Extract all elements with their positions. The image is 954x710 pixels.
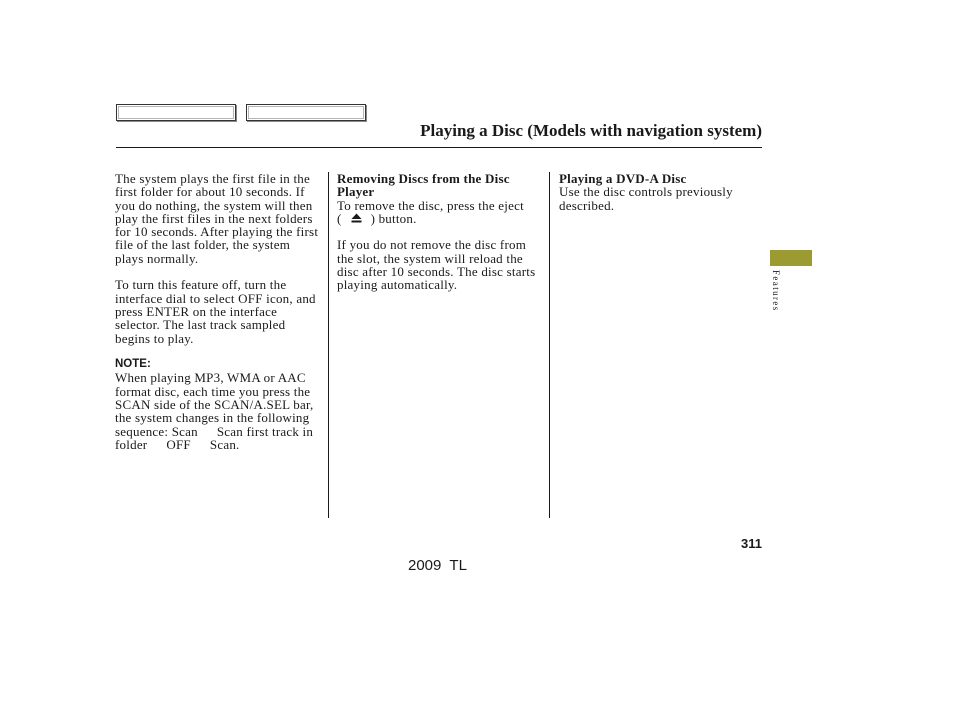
sequence-step-scan: sequence: Scan (115, 423, 198, 439)
text-line: the slot, the system will reload the (337, 250, 523, 266)
intro-paragraph (115, 172, 327, 265)
section-heading: Player (337, 184, 375, 200)
sequence-step-folder: folder (115, 436, 148, 452)
text-line: play the first files in the next folders (115, 210, 313, 226)
text-line: you do nothing, the system will then (115, 197, 313, 213)
column-3 (559, 172, 764, 212)
text-line: for 10 seconds. After playing the first (115, 224, 319, 240)
text-line: SCAN side of the SCAN/A.SEL bar, (115, 397, 314, 413)
text-line: To remove the disc, press the eject (337, 197, 524, 213)
text-line: To turn this feature off, turn the (115, 277, 287, 293)
eject-paren-open: ( (337, 210, 342, 226)
text-line: The system plays the first file in the (115, 171, 311, 186)
eject-button-text: ) button. (370, 210, 417, 226)
note-block (115, 358, 327, 451)
text-line: format disc, each time you press the (115, 383, 311, 399)
nav-box-left[interactable] (116, 104, 236, 121)
text-line: begins to play. (115, 330, 194, 346)
section-tab-label: Features (771, 270, 781, 312)
section-heading: Playing a DVD-A Disc (559, 171, 687, 186)
text-line: selector. The last track sampled (115, 317, 286, 333)
text-line: described. (559, 197, 615, 213)
eject-line (337, 212, 547, 225)
sequence-step-off: OFF (166, 436, 191, 452)
sequence-line (115, 425, 327, 438)
eject-icon (351, 213, 362, 224)
text-line: If you do not remove the disc from (337, 237, 527, 253)
text-line: interface dial to select OFF icon, and (115, 290, 316, 306)
text-line: file of the last folder, the system (115, 237, 291, 253)
column-1 (115, 172, 327, 465)
text-line: the system changes in the following (115, 410, 310, 426)
sequence-step-scan-end: Scan. (209, 436, 240, 452)
text-line: playing automatically. (337, 277, 458, 293)
text-line: press ENTER on the interface (115, 303, 278, 319)
column-divider-1 (328, 172, 329, 518)
section-heading: Removing Discs from the Disc (337, 171, 510, 186)
folder-line (115, 438, 327, 451)
text-line: disc after 10 seconds. The disc starts (337, 264, 536, 280)
removing-discs-section (337, 172, 547, 292)
column-2 (337, 172, 547, 305)
feature-off-paragraph (115, 278, 327, 344)
page-title: Playing a Disc (Models with navigation system) (420, 121, 762, 140)
dvd-a-section (559, 172, 764, 212)
column-divider-2 (549, 172, 550, 518)
note-label: NOTE: (115, 358, 151, 371)
text-line: Use the disc controls previously (559, 184, 733, 200)
sequence-step-scan-first-track: Scan first track in (216, 423, 314, 439)
reload-paragraph (337, 238, 547, 291)
text-line: plays normally. (115, 250, 199, 266)
section-tab-marker (770, 250, 812, 266)
title-rule (116, 147, 762, 148)
nav-box-right[interactable] (246, 104, 366, 121)
model-label: 2009 TL (408, 557, 467, 574)
text-line: first folder for about 10 seconds. If (115, 184, 305, 200)
text-line: When playing MP3, WMA or AAC (115, 370, 306, 386)
page-number: 311 (741, 536, 762, 551)
